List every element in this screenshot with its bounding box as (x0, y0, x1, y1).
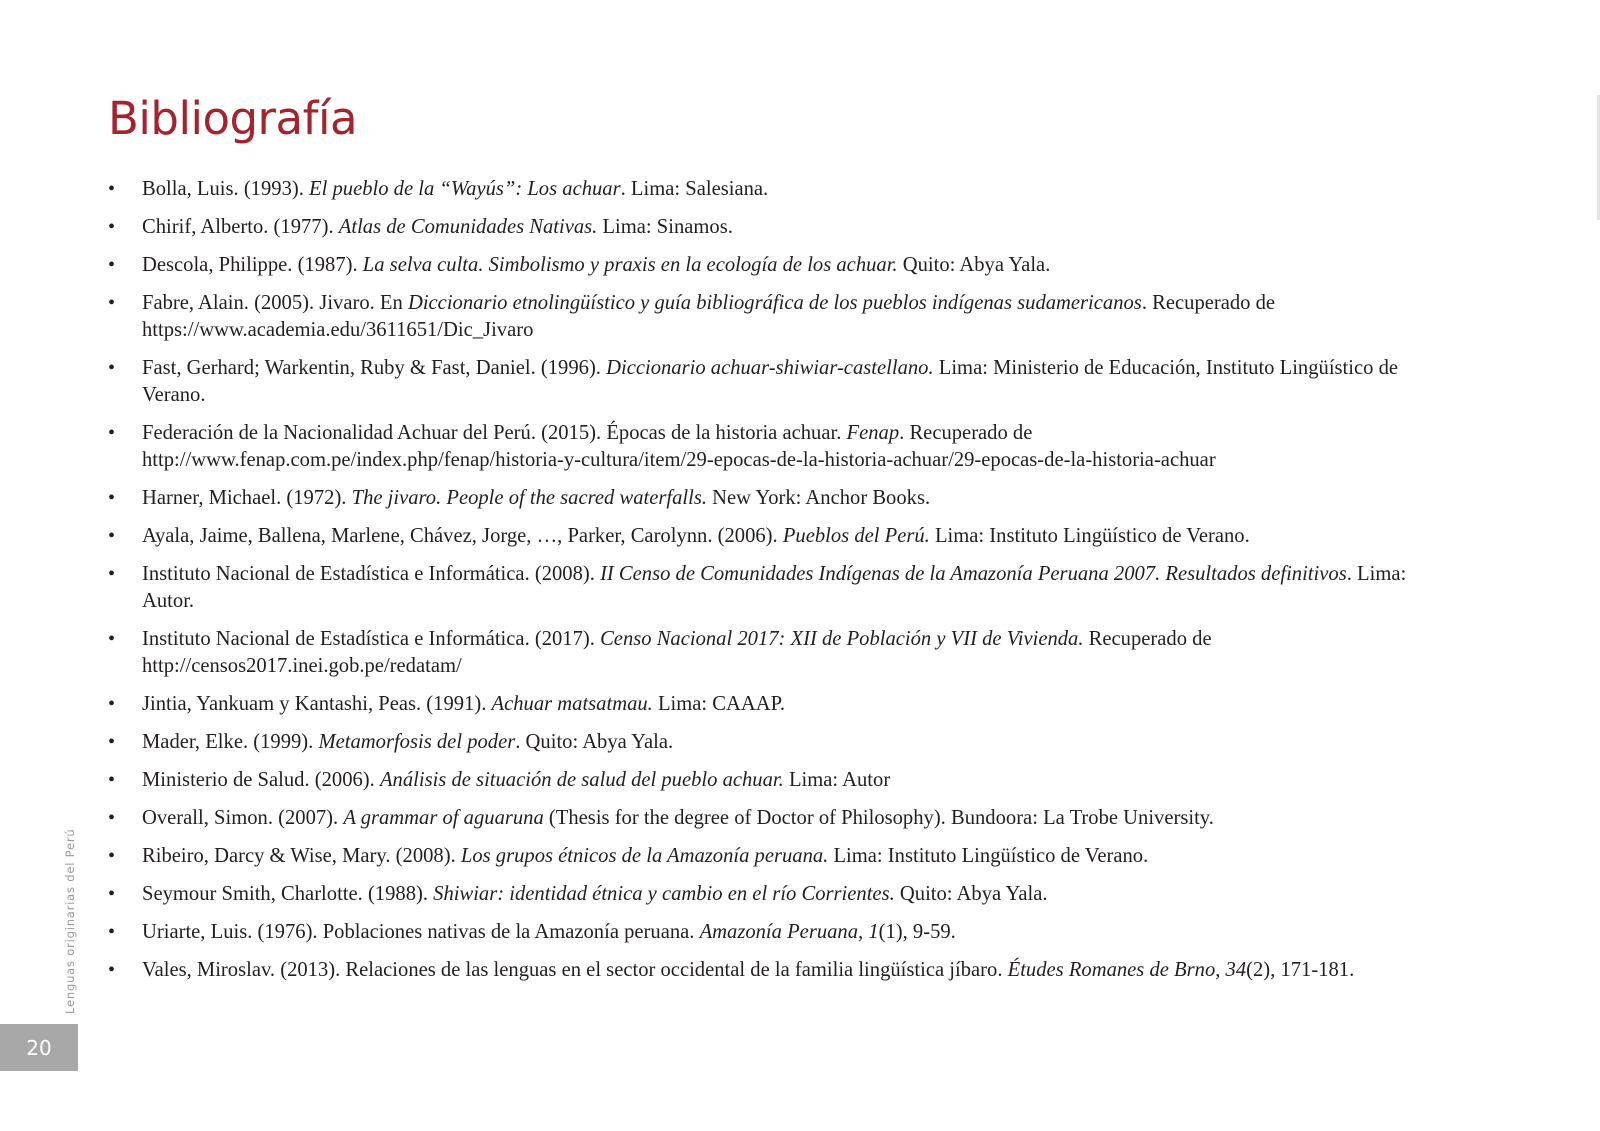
reference-title: Atlas de Comunidades Nativas. (338, 216, 598, 238)
reference-text: , (1215, 959, 1226, 981)
reference-text: Fast, Gerhard; Warkentin, Ruby & Fast, Daniel. (1996). (142, 357, 607, 379)
reference-text: . Recuperado de http://www.fenap.com.pe/index.php/fenap/historia-y-cultura/item/29-epocas-de-la-historia-achuar/29-epocas-de-la-historia-achuar (142, 422, 1216, 471)
reference-item (108, 691, 1428, 718)
reference-item (108, 805, 1428, 832)
reference-text: (2), 171-181. (1246, 959, 1355, 981)
reference-title: Amazonía Peruana, 1 (699, 921, 879, 943)
reference-text: Quito: Abya Yala. (897, 254, 1051, 276)
reference-text: Bolla, Luis. (1993). (142, 178, 310, 200)
page-number: 20 (0, 1024, 78, 1071)
reference-text: (1), 9-59. (878, 921, 956, 943)
page-title: Bibliografía (108, 92, 358, 145)
reference-title: Diccionario etnolingüístico y guía bibliográfica de los pueblos indígenas sudamericanos (407, 292, 1142, 314)
reference-item (108, 355, 1428, 409)
reference-item (108, 420, 1428, 474)
reference-text: Lima: Autor (783, 769, 891, 791)
reference-text: Instituto Nacional de Estadística e Informática. (2008). (142, 563, 601, 585)
reference-text: Vales, Miroslav. (2013). Relaciones de las lenguas en el sector occidental de la familia lingüística jíbaro. (142, 959, 1008, 981)
reference-title: Fenap (846, 422, 900, 444)
reference-item (108, 843, 1428, 870)
reference-text: Mader, Elke. (1999). (142, 731, 319, 753)
reference-text: Recuperado de http://censos2017.inei.gob.pe/redatam/ (142, 628, 1212, 677)
reference-text: Lima: Sinamos. (597, 216, 733, 238)
reference-title: Diccionario achuar-shiwiar-castellano. (606, 357, 934, 379)
reference-text: Lima: Ministerio de Educación, Instituto Lingüístico de Verano. (142, 357, 1399, 406)
reference-text: Overall, Simon. (2007). (142, 807, 344, 829)
reference-item (108, 626, 1428, 680)
reference-item (108, 561, 1428, 615)
reference-text: New York: Anchor Books. (707, 487, 931, 509)
reference-text: Ministerio de Salud. (2006). (142, 769, 380, 791)
book-title-side-label: Lenguas originarias del Perú (63, 828, 77, 1014)
reference-item (108, 919, 1428, 946)
reference-text: Uriarte, Luis. (1976). Poblaciones nativas de la Amazonía peruana. (142, 921, 700, 943)
reference-text: Lima: Instituto Lingüístico de Verano. (929, 525, 1250, 547)
reference-text: Ayala, Jaime, Ballena, Marlene, Chávez, Jorge, …, Parker, Carolynn. (2006). (142, 525, 783, 547)
reference-item (108, 767, 1428, 794)
reference-text: Fabre, Alain. (2005). Jivaro. En (142, 292, 408, 314)
reference-title: The jivaro. People of the sacred waterfalls. (351, 487, 707, 509)
reference-text: . Lima: Salesiana. (620, 178, 769, 200)
reference-text: Lima: Instituto Lingüístico de Verano. (828, 845, 1149, 867)
reference-item (108, 523, 1428, 550)
reference-title: Metamorfosis del poder (318, 731, 516, 753)
reference-title: 34 (1225, 959, 1247, 981)
reference-item (108, 729, 1428, 756)
reference-title: Análisis de situación de salud del pueblo achuar. (379, 769, 784, 791)
reference-text: Seymour Smith, Charlotte. (1988). (142, 883, 434, 905)
reference-text: . Lima: Autor. (142, 563, 1407, 612)
reference-text: Instituto Nacional de Estadística e Informática. (2017). (142, 628, 601, 650)
reference-title: Shiwiar: identidad étnica y cambio en el río Corrientes. (433, 883, 895, 905)
reference-text: Jintia, Yankuam y Kantashi, Peas. (1991). (142, 693, 492, 715)
reference-item (108, 252, 1428, 279)
reference-text: . Quito: Abya Yala. (515, 731, 674, 753)
reference-text: Quito: Abya Yala. (894, 883, 1048, 905)
reference-text: . Recuperado de https://www.academia.edu/3611651/Dic_Jivaro (142, 292, 1276, 341)
reference-text: Federación de la Nacionalidad Achuar del Perú. (2015). Épocas de la historia achuar. (142, 422, 847, 444)
reference-text: Chirif, Alberto. (1977). (142, 216, 339, 238)
reference-item (108, 957, 1428, 984)
reference-title: II Censo de Comunidades Indígenas de la Amazonía Peruana 2007. Resultados definitivos (600, 563, 1347, 585)
reference-title: El pueblo de la “Wayús”: Los achuar (309, 178, 621, 200)
reference-text: (Thesis for the degree of Doctor of Philosophy). Bundoora: La Trobe University. (543, 807, 1214, 829)
reference-title: Censo Nacional 2017: XII de Población y VII de Vivienda. (600, 628, 1084, 650)
reference-title: Los grupos étnicos de la Amazonía peruana. (460, 845, 829, 867)
reference-title: A grammar of aguaruna (343, 807, 544, 829)
reference-item (108, 485, 1428, 512)
reference-item (108, 214, 1428, 241)
reference-text: Harner, Michael. (1972). (142, 487, 352, 509)
reference-text: Descola, Philippe. (1987). (142, 254, 363, 276)
reference-item (108, 290, 1428, 344)
reference-text: Lima: CAAAP. (652, 693, 785, 715)
reference-text: Ribeiro, Darcy & Wise, Mary. (2008). (142, 845, 461, 867)
reference-item (108, 176, 1428, 203)
reference-title: Études Romanes de Brno (1007, 959, 1216, 981)
reference-title: Achuar matsatmau. (491, 693, 653, 715)
reference-title: Pueblos del Perú. (782, 525, 930, 547)
reference-title: La selva culta. Simbolismo y praxis en la ecología de los achuar. (362, 254, 898, 276)
reference-item (108, 881, 1428, 908)
bibliography-list (108, 176, 1428, 995)
